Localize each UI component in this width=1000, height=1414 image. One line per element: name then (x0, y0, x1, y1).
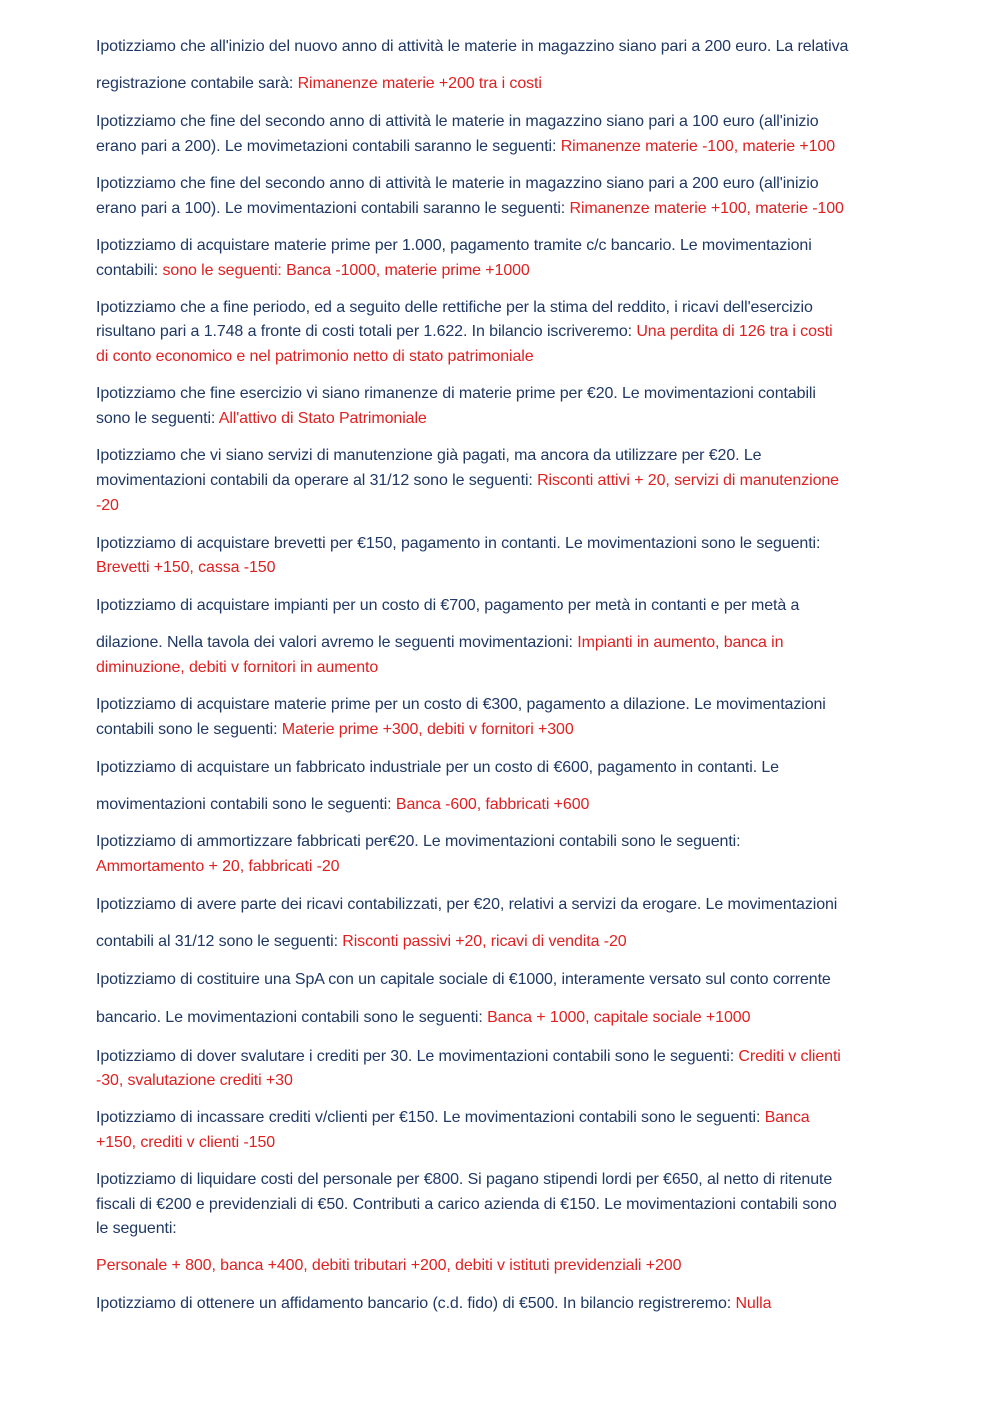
text-line (96, 1006, 908, 1031)
question-text: dilazione. Nella tavola dei valori avremo le seguenti movimentazioni: (96, 634, 578, 651)
question-text: Ipotizziamo di avere parte dei ricavi contabilizzati, per €20, relativi a servizi da erogare. Le movimentazioni (96, 896, 838, 913)
question-text: Ipotizziamo di liquidare costi del personale per €800. Si pagano stipendi lordi per €650, al netto di ritenute (96, 1171, 833, 1188)
question-text: Ipotizziamo di incassare crediti v/clienti per €150. Le movimentazioni contabili sono le seguenti: (96, 1109, 765, 1126)
answer-text: sono le seguenti: Banca -1000, materie prime +1000 (162, 262, 530, 279)
question-text: Ipotizziamo che all'inizio del nuovo anno di attività le materie in magazzino siano pari a 200 euro. La relativa (96, 38, 849, 55)
text-line (96, 830, 908, 855)
question-text: registrazione contabile sarà: (96, 75, 298, 92)
text-line (96, 693, 908, 718)
question-text: movimentazioni contabili sono le seguenti: (96, 796, 396, 813)
answer-text: -20 (96, 497, 119, 514)
text-line (96, 382, 908, 407)
answer-text: diminuzione, debiti v fornitori in aumento (96, 659, 379, 676)
question-text: Ipotizziamo che a fine periodo, ed a seguito delle rettifiche per la stima del reddito, i ricavi dell'esercizio (96, 299, 813, 316)
question-text: Ipotizziamo di costituire una SpA con un capitale sociale di €1000, interamente versato sul conto corrente (96, 971, 831, 988)
question-text: Ipotizziamo che vi siano servizi di manutenzione già pagati, ma ancora da utilizzare per €20. Le (96, 447, 762, 464)
answer-text: Rimanenze materie +100, materie -100 (569, 200, 844, 217)
question-text: Ipotizziamo che fine del secondo anno di attività le materie in magazzino siano pari a 200 euro (all'inizio (96, 175, 819, 192)
text-line (96, 1292, 908, 1317)
question-text: Ipotizziamo di ottenere un affidamento bancario (c.d. fido) di €500. In bilancio registreremo: (96, 1295, 736, 1312)
text-line (96, 234, 908, 259)
text-line (96, 756, 908, 781)
question-text: Ipotizziamo di acquistare brevetti per €150, pagamento in contanti. Le movimentazioni sono le seguenti: (96, 535, 821, 552)
answer-text: Una perdita di 126 tra i costi (636, 323, 833, 340)
question-text: Ipotizziamo di dover svalutare i crediti per 30. Le movimentazioni contabili sono le seguenti: (96, 1048, 739, 1065)
text-line (96, 259, 908, 284)
question-text: Ipotizziamo che fine del secondo anno di attività le materie in magazzino siano pari a 100 euro (all'inizio (96, 113, 819, 130)
question-text: Ipotizziamo di acquistare impianti per un costo di €700, pagamento per metà in contanti e per metà a (96, 597, 800, 614)
answer-text: All'attivo di Stato Patrimoniale (218, 410, 427, 427)
text-line (96, 1045, 908, 1070)
text-line (96, 1254, 908, 1279)
text-line (96, 1193, 908, 1218)
answer-text: Rimanenze materie -100, materie +100 (560, 138, 836, 155)
text-line (96, 631, 908, 656)
question-text: erano pari a 200). Le movimetazioni contabili saranno le seguenti: (96, 138, 561, 155)
answer-text: Impianti in aumento, banca in (577, 634, 784, 651)
answer-text: Personale + 800, banca +400, debiti tributari +200, debiti v istituti previdenziali +200 (96, 1257, 682, 1274)
text-line (96, 594, 908, 619)
text-line (96, 72, 908, 97)
question-text: movimentazioni contabili da operare al 31/12 sono le seguenti: (96, 472, 538, 489)
text-line (96, 855, 908, 880)
text-line (96, 718, 908, 743)
answer-text: Ammortamento + 20, fabbricati -20 (96, 858, 340, 875)
answer-text: Materie prime +300, debiti v fornitori +300 (281, 721, 574, 738)
answer-text: Risconti attivi + 20, servizi di manutenzione (537, 472, 839, 489)
question-text: Ipotizziamo di acquistare materie prime per 1.000, pagamento tramite c/c bancario. Le movimentazioni (96, 237, 812, 254)
answer-text: Banca -600, fabbricati +600 (395, 796, 590, 813)
answer-text: Nulla (735, 1295, 772, 1312)
question-text: risultano pari a 1.748 a fronte di costi totali per 1.622. In bilancio iscriveremo: (96, 323, 637, 340)
text-line (96, 893, 908, 918)
question-text: Ipotizziamo di ammortizzare fabbricati per€20. Le movimentazioni contabili sono le seguenti: (96, 833, 741, 850)
text-line (96, 1168, 908, 1193)
text-line (96, 1106, 908, 1131)
answer-text: Brevetti +150, cassa -150 (96, 559, 276, 576)
text-line (96, 296, 908, 321)
answer-text: Banca + 1000, capitale sociale +1000 (487, 1009, 751, 1026)
answer-text: Rimanenze materie +200 tra i costi (297, 75, 542, 92)
answer-text: di conto economico e nel patrimonio netto di stato patrimoniale (96, 348, 534, 365)
question-text: Ipotizziamo di acquistare materie prime per un costo di €300, pagamento a dilazione. Le movimentazioni (96, 696, 826, 713)
text-line (96, 172, 908, 197)
text-line (96, 1131, 908, 1156)
question-text: Ipotizziamo di acquistare un fabbricato industriale per un costo di €600, pagamento in contanti. Le (96, 759, 779, 776)
question-text: contabili: (96, 262, 163, 279)
answer-text: -30, svalutazione crediti +30 (96, 1072, 293, 1089)
question-text: contabili sono le seguenti: (96, 721, 282, 738)
text-line (96, 556, 908, 581)
text-line (96, 793, 908, 818)
question-text: fiscali di €200 e previdenziali di €50. Contributi a carico azienda di €150. Le movimentazioni contabili sono (96, 1196, 837, 1213)
text-line (96, 110, 908, 135)
text-line (96, 656, 908, 681)
text-line (96, 1217, 908, 1242)
text-line (96, 469, 908, 494)
question-text: contabili al 31/12 sono le seguenti: (96, 933, 343, 950)
text-line (96, 320, 908, 345)
text-line (96, 930, 908, 955)
answer-text: Crediti v clienti (738, 1048, 841, 1065)
text-line (96, 1069, 908, 1094)
text-line (96, 407, 908, 432)
question-text: erano pari a 100). Le movimentazioni contabili saranno le seguenti: (96, 200, 570, 217)
text-line (96, 135, 908, 160)
question-text: Ipotizziamo che fine esercizio vi siano rimanenze di materie prime per €20. Le movimentazioni contabili (96, 385, 816, 402)
question-text: sono le seguenti: (96, 410, 219, 427)
text-line (96, 35, 908, 60)
answer-text: Banca (764, 1109, 810, 1126)
answer-text: +150, crediti v clienti -150 (96, 1134, 276, 1151)
text-line (96, 345, 908, 370)
text-line (96, 532, 908, 557)
text-line (96, 968, 908, 993)
text-line (96, 444, 908, 469)
question-text: le seguenti: (96, 1220, 177, 1237)
text-line (96, 494, 908, 519)
text-line (96, 197, 908, 222)
question-text: bancario. Le movimentazioni contabili sono le seguenti: (96, 1009, 488, 1026)
answer-text: Risconti passivi +20, ricavi di vendita -20 (342, 933, 627, 950)
